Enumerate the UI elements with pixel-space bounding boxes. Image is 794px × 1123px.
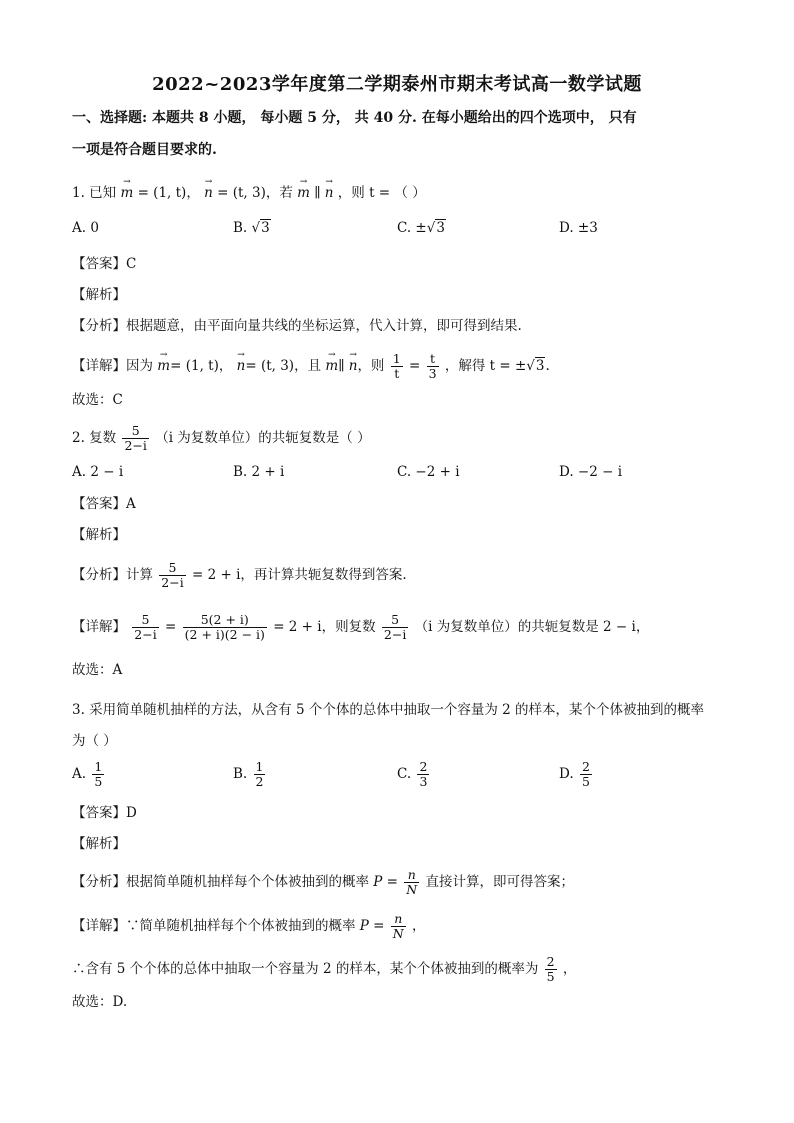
q2-detail: 【详解】 $\frac{5}{2-i}$ = $\frac{5(2 + i)}{(2 + i)(2 - i)}$ = 2 + i，则复数 $\frac{5}{2-i}$ （i 为复数单位）的共轭复数是 2 − i， xyxy=(72,612,650,642)
q2-stem: 2. 复数 $\frac{5}{2-i}$ （i 为复数单位）的共轭复数是（ ） xyxy=(72,423,371,453)
q3-option-a: A. $\frac{1}{5}$ xyxy=(72,759,103,789)
q1-choose: 故选：C xyxy=(72,392,123,408)
q3-therefore: ∴含有 5 个个体的总体中抽取一个容量为 2 的样本，某个个体被抽到的概率为 $\frac{2}{5}$ ， xyxy=(72,954,577,984)
q2-analysis-heading: 【解析】 xyxy=(72,527,126,543)
q1-option-d: D. ±3 xyxy=(559,220,598,236)
q2-option-d: D. −2 − i xyxy=(559,464,623,480)
q2-analysis: 【分析】计算 $\frac{5}{2-i}$ = 2 + i，再计算共轭复数得到答案. xyxy=(72,560,407,590)
q3-detail: 【详解】∵简单随机抽样每个个体被抽到的概率 P = $\frac{n}{N}$ ， xyxy=(72,911,426,941)
q2-answer: 【答案】A xyxy=(72,496,136,512)
q2-choose: 故选：A xyxy=(72,662,123,678)
q3-choose: 故选：D. xyxy=(72,994,128,1010)
q3-stem-line2: 为（ ） xyxy=(72,733,117,749)
q2-option-c: C. −2 + i xyxy=(397,464,460,480)
q1-stem: 1. 已知 → m = (1, t)， → n = (t, 3)，若 → m ∥ → n ，则 t = （ ） xyxy=(72,177,426,201)
q3-option-b: B. $\frac{1}{2}$ xyxy=(233,759,264,789)
q1-option-c: C. ±√3 xyxy=(397,220,445,236)
q1-analysis: 【分析】根据题意，由平面向量共线的坐标运算，代入计算，即可得到结果. xyxy=(72,318,522,334)
q3-analysis: 【分析】根据简单随机抽样每个个体被抽到的概率 P = $\frac{n}{N}$ 直接计算，即可得答案； xyxy=(72,867,575,897)
q2-option-a: A. 2 − i xyxy=(72,464,124,480)
q1-option-a: A. 0 xyxy=(72,220,99,236)
q1-option-b: B. √3 xyxy=(233,220,270,236)
section-instruction-line2: 一项是符合题目要求的. xyxy=(72,142,217,158)
q2-option-b: B. 2 + i xyxy=(233,464,285,480)
q3-option-d: D. $\frac{2}{5}$ xyxy=(559,759,590,789)
q1-detail: 【详解】因为 → m= (1, t)， → n= (t, 3)，且 → m∥ → n，则 $\frac{1}{t}$ = $\frac{t}{3}$ ，解得 t = ±√3. xyxy=(72,350,550,381)
q3-analysis-heading: 【解析】 xyxy=(72,836,126,852)
q1-answer: 【答案】C xyxy=(72,256,137,272)
page-title: 2022~2023学年度第二学期泰州市期末考试高一数学试题 xyxy=(152,74,642,95)
section-instruction-line1: 一、选择题: 本题共 8 小题， 每小题 5 分， 共 40 分. 在每小题给出的四个选项中， 只有 xyxy=(72,110,637,126)
vector-n: → n xyxy=(204,177,213,201)
q3-stem-line1: 3. 采用简单随机抽样的方法，从含有 5 个个体的总体中抽取一个容量为 2 的样本，某个个体被抽到的概率 xyxy=(72,702,705,718)
q1-analysis-heading: 【解析】 xyxy=(72,287,126,303)
q3-option-c: C. $\frac{2}{3}$ xyxy=(397,759,428,789)
q3-answer: 【答案】D xyxy=(72,805,137,821)
vector-m: → m xyxy=(120,177,134,201)
